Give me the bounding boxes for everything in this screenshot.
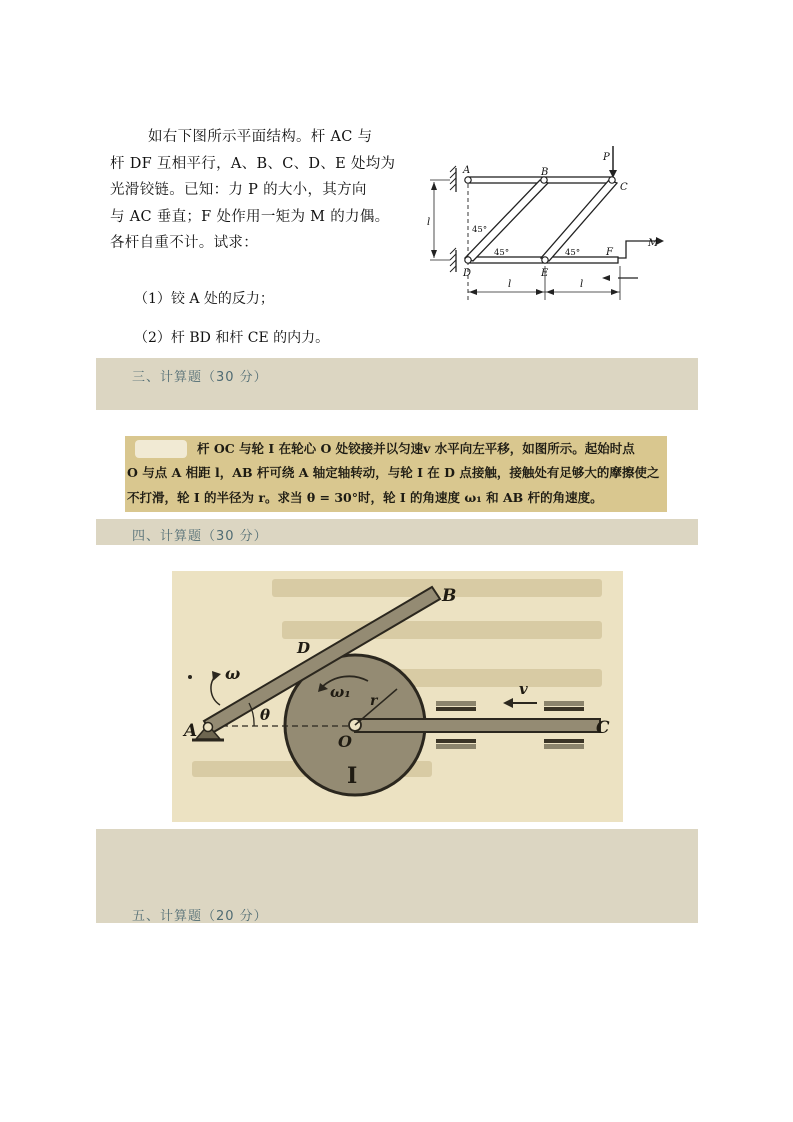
label-l-right: l xyxy=(580,279,584,290)
statement-line-2: 杆 DF 互相平行，A、B、C、D、E 处均为 xyxy=(110,155,396,172)
label-F: F xyxy=(606,247,613,258)
section-band-4 xyxy=(96,519,698,545)
label-omega1: ω₁ xyxy=(330,683,351,701)
label-B: B xyxy=(541,167,549,178)
problem-3-statement xyxy=(110,124,410,257)
statement-line-1: 如右下图所示平面结构。杆 AC 与 xyxy=(148,129,373,145)
section-heading-3: 三、计算题（30 分） xyxy=(132,370,268,385)
section-band-3 xyxy=(96,358,698,410)
label-angle-bottom-left: 45° xyxy=(494,248,510,258)
label-D: D xyxy=(297,639,311,657)
statement-line-3: 光滑铰链。已知：力 P 的大小，其方向 xyxy=(110,182,367,198)
problem-4-line-3: 不打滑，轮 I 的半径为 r。求当 θ = 30°时，轮 I 的角速度 ω₁ 和 AB 杆的角速度。 xyxy=(127,490,603,505)
label-C: C xyxy=(620,182,628,193)
label-C: C xyxy=(596,718,610,738)
wheel-rod-diagram xyxy=(172,571,623,822)
statement-line-4: 与 AC 垂直；F 处作用一矩为 M 的力偶。 xyxy=(110,208,390,225)
problem-4-line-1: 杆 OC 与轮 I 在轮心 O 处铰接并以匀速v 水平向左平移，如图所示。起始时点 xyxy=(197,441,635,456)
label-wheel-I: I xyxy=(347,763,358,789)
label-D: D xyxy=(463,268,472,279)
wheel-rod-figure xyxy=(172,571,623,822)
question-2: （2）杆 BD 和杆 CE 的内力。 xyxy=(134,330,330,346)
label-A: A xyxy=(463,165,471,176)
truss-figure xyxy=(420,140,670,310)
problem-4-statement-scan xyxy=(125,436,667,512)
label-A: A xyxy=(184,721,198,741)
section-heading-5: 五、计算题（20 分） xyxy=(132,909,268,924)
question-1: （1）铰 A 处的反力； xyxy=(134,291,274,307)
label-angle-bottom-right: 45° xyxy=(565,248,581,258)
label-v: v xyxy=(519,680,528,698)
label-P: P xyxy=(603,152,610,163)
label-E: E xyxy=(541,268,549,279)
label-omega: ω xyxy=(225,664,241,683)
section-band-5 xyxy=(96,829,698,923)
label-B: B xyxy=(442,586,457,606)
label-theta: θ xyxy=(260,706,271,724)
label-l-left: l xyxy=(508,279,512,290)
label-O: O xyxy=(338,732,352,751)
statement-line-5: 各杆自重不计。试求： xyxy=(110,235,258,251)
label-r: r xyxy=(370,693,378,709)
section-heading-4: 四、计算题（30 分） xyxy=(132,529,268,544)
label-l-vertical: l xyxy=(427,217,431,228)
problem-4-line-2: O 与点 A 相距 l，AB 杆可绕 A 轴定轴转动，与轮 I 在 D 点接触，接触处有足够大的摩擦使之 xyxy=(127,465,660,480)
label-M: M xyxy=(648,238,659,249)
scan-blot xyxy=(135,440,187,458)
label-angle-top: 45° xyxy=(472,225,488,235)
